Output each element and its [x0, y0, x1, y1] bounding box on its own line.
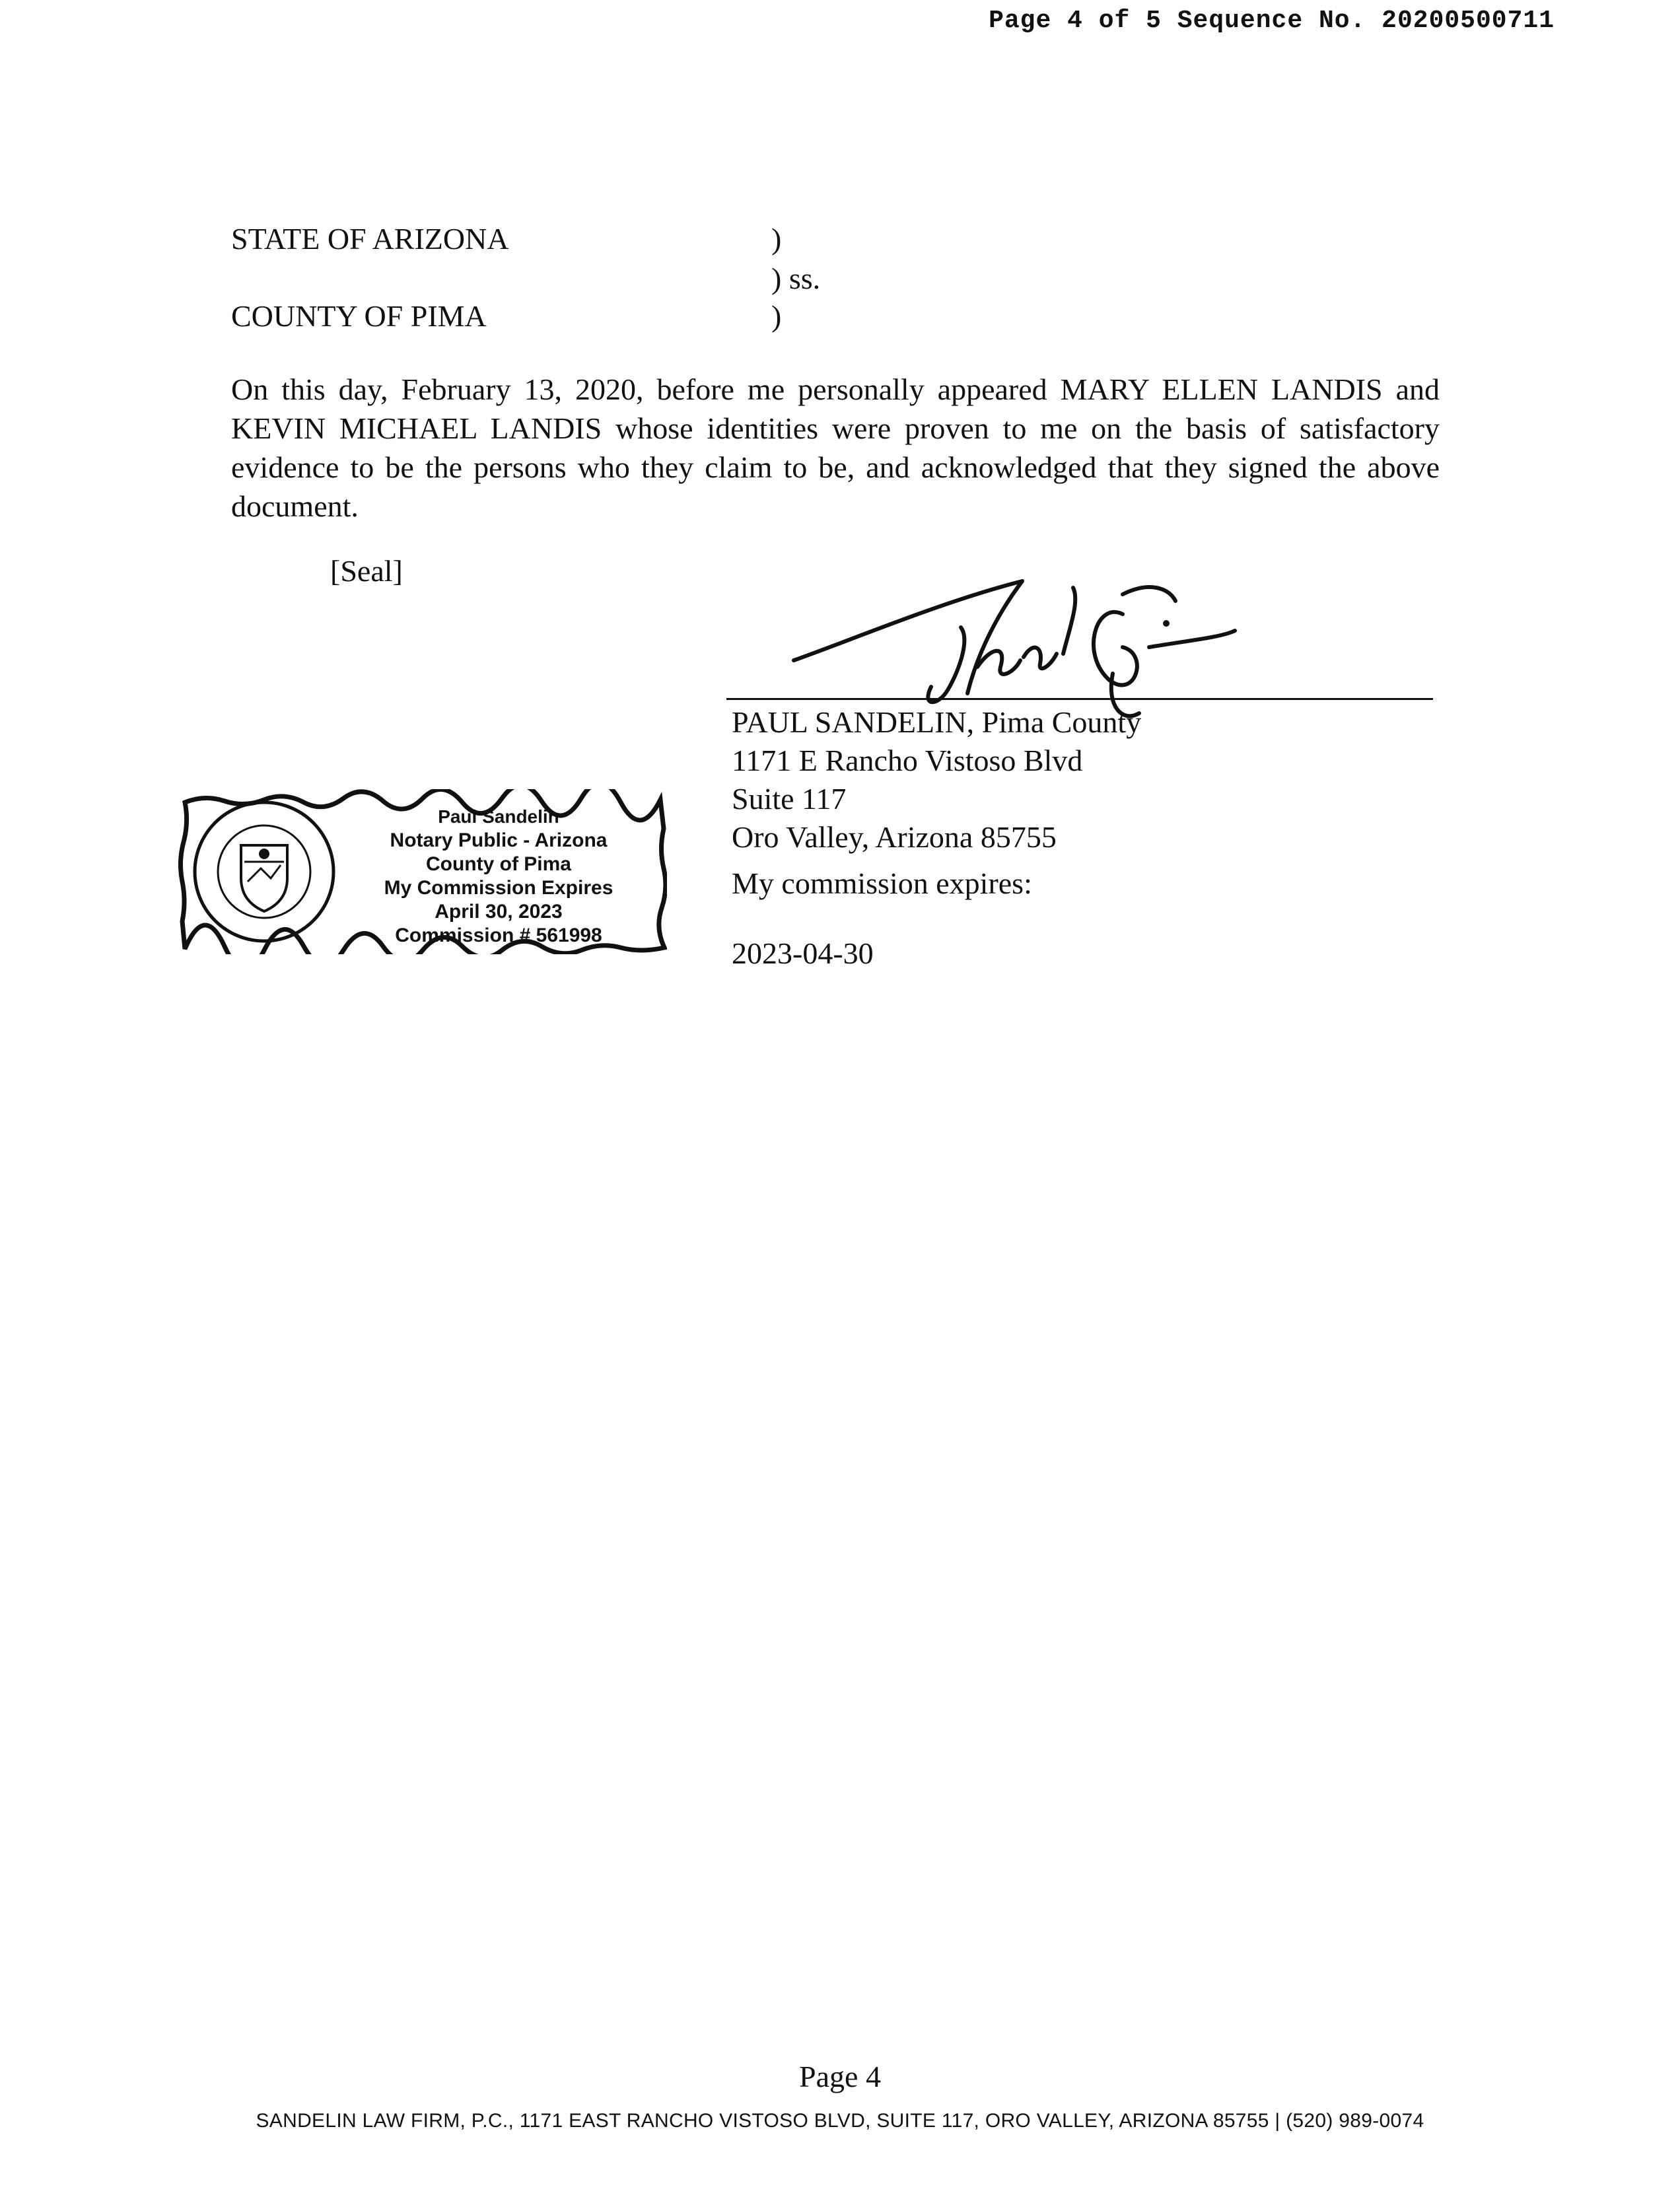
stamp-title: Notary Public - Arizona: [390, 829, 608, 851]
page-sequence-header: Page 4 of 5 Sequence No. 20200500711: [989, 7, 1555, 35]
stamp-expires-date: April 30, 2023: [435, 901, 563, 923]
stamp-name: Paul Sandelin: [438, 806, 559, 827]
notary-stamp: [178, 789, 667, 954]
notary-block: [732, 703, 1141, 973]
signature-line: [726, 698, 1433, 700]
stamp-commission-number: Commission # 561998: [395, 925, 602, 946]
page-number: Page 4: [799, 2060, 881, 2093]
stamp-county: County of Pima: [425, 853, 571, 875]
venue-paren-bottom: ): [771, 299, 782, 333]
notary-address-line2: Suite 117: [732, 782, 847, 816]
notary-address-line1: 1171 E Rancho Vistoso Blvd: [732, 744, 1083, 777]
stamp-text: [343, 805, 654, 948]
commission-expires-date: 2023-04-30: [732, 936, 874, 970]
venue-county: COUNTY OF PIMA: [231, 299, 487, 333]
seal-label: [Seal]: [330, 554, 403, 588]
venue-paren-ss: ) ss.: [771, 262, 821, 295]
firm-footer: SANDELIN LAW FIRM, P.C., 1171 EAST RANCHO VISTOSO BLVD, SUITE 117, ORO VALLEY, ARIZONA 85755 | (520) 989-0074: [256, 2110, 1424, 2132]
acknowledgment-paragraph: On this day, February 13, 2020, before me personally appeared MARY ELLEN LANDIS and KEVIN MICHAEL LANDIS whose identities were proven to me on the basis of satisfactory evidence to be the persons who they claim to be, and acknowledged that they signed the above document.: [231, 372, 1440, 523]
commission-expires-label: My commission expires:: [732, 866, 1032, 900]
notary-city: Oro Valley, Arizona 85755: [732, 820, 1057, 854]
notary-name: PAUL SANDELIN, Pima County: [732, 705, 1142, 739]
stamp-expires-label: My Commission Expires: [384, 877, 613, 899]
venue-paren-top: ): [771, 222, 782, 256]
venue-state: STATE OF ARIZONA: [231, 222, 509, 256]
